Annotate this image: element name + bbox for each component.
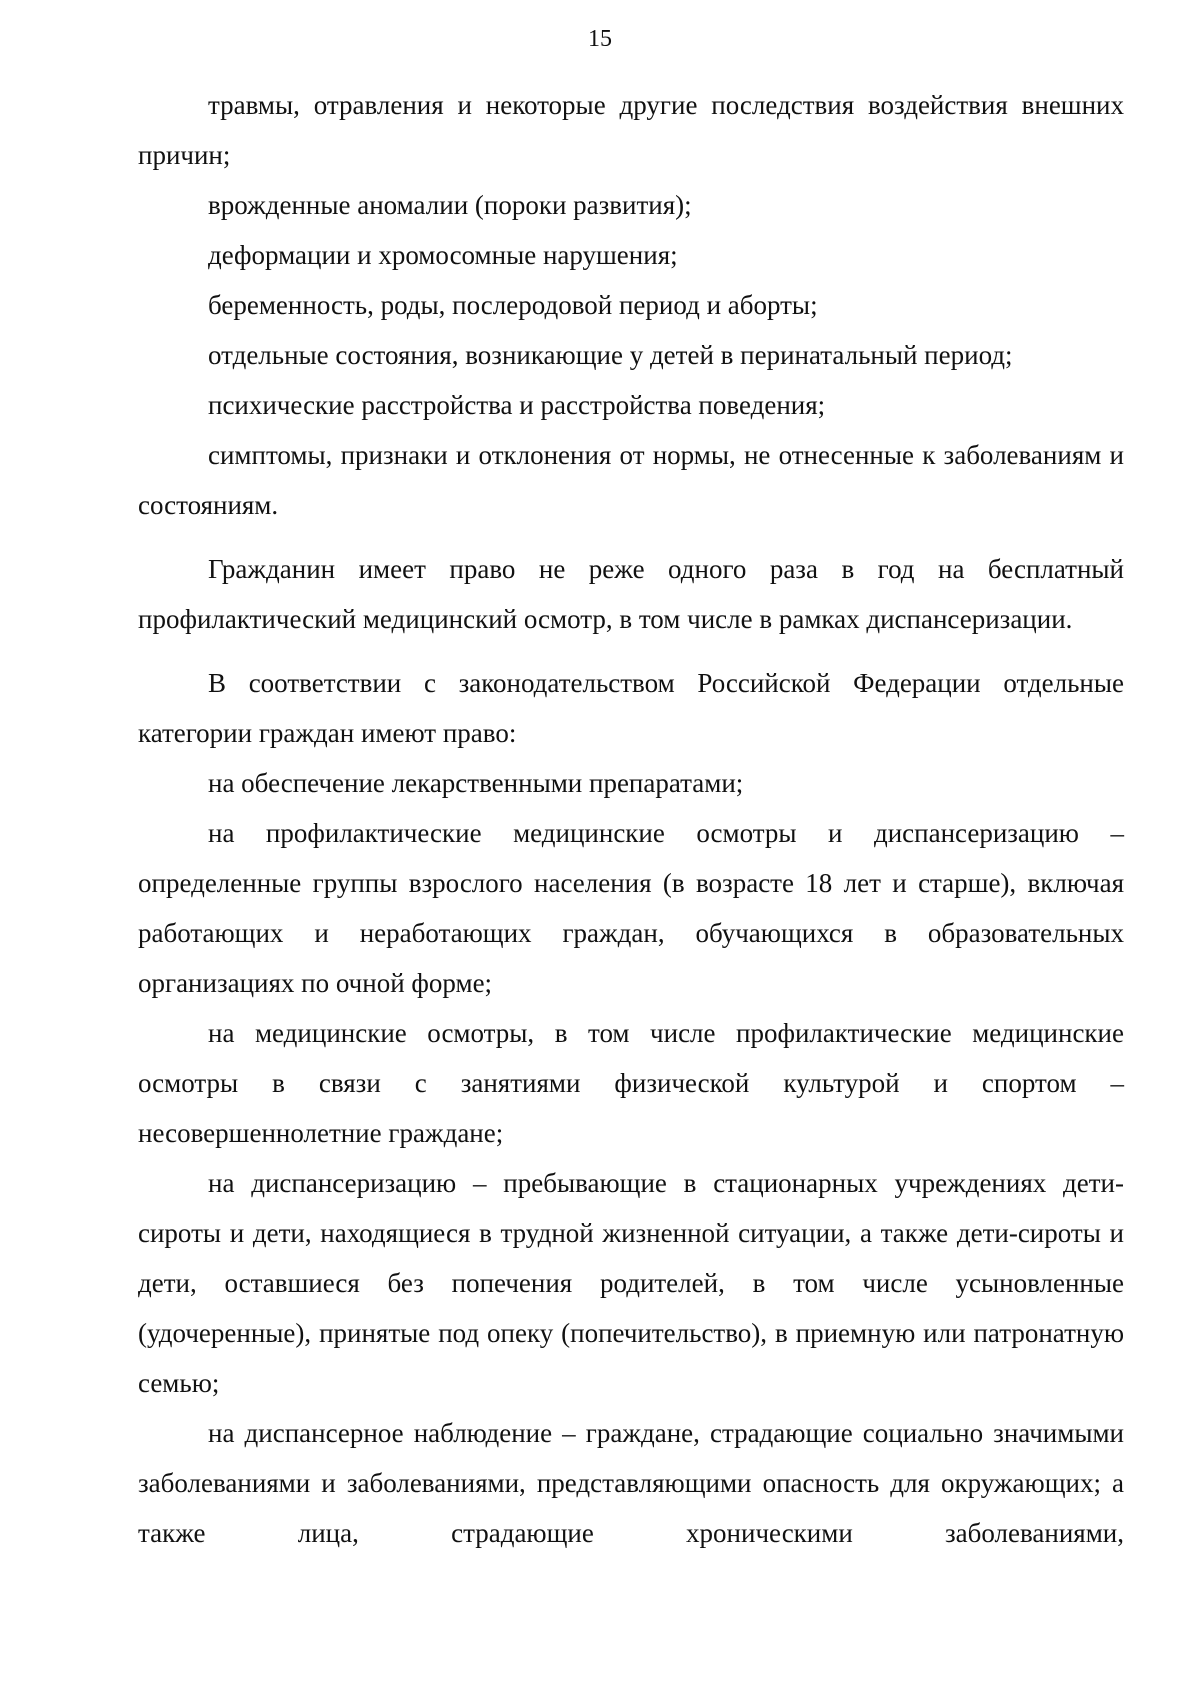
page-number: 15 xyxy=(588,26,612,52)
paragraph: психические расстройства и расстройства поведения; xyxy=(208,390,826,420)
paragraph: отдельные состояния, возникающие у детей в перинатальный период; xyxy=(208,340,1013,370)
document-body xyxy=(138,80,1124,1558)
paragraph: врожденные аномалии (пороки развития); xyxy=(208,190,692,220)
paragraph: беременность, роды, послеродовой период и аборты; xyxy=(208,290,818,320)
paragraph: травмы, отравления и некоторые другие последствия воздействия внешних причин; xyxy=(138,90,1124,170)
paragraph: симптомы, признаки и отклонения от нормы, не отнесенные к заболеваниям и состояниям. xyxy=(138,440,1124,520)
paragraph: на медицинские осмотры, в том числе профилактические медицинские осмотры в связи с занятиями физической культурой и спортом – несовершеннолетние граждане; xyxy=(138,1018,1124,1148)
paragraph: на профилактические медицинские осмотры и диспансеризацию – определенные группы взрослого населения (в возрасте 18 лет и старше), включая работающих и неработающих граждан, обучающихся в образовательных организациях по очной форме; xyxy=(138,818,1124,998)
paragraph: на диспансерное наблюдение – граждане, страдающие социально значимыми заболеваниями и заболеваниями, представляющими опасность для окружающих; а также лица, страдающие хроническими заболеваниями, xyxy=(138,1418,1124,1548)
paragraph: В соответствии с законодательством Российской Федерации отдельные категории граждан имеют право: xyxy=(138,668,1124,748)
paragraph: на диспансеризацию – пребывающие в стационарных учреждениях дети-сироты и дети, находящиеся в трудной жизненной ситуации, а также дети-сироты и дети, оставшиеся без попечения родителей, в том числе усыновленные (удочеренные), принятые под опеку (попечительство), в приемную или патронатную семью; xyxy=(138,1168,1124,1398)
paragraph: на обеспечение лекарственными препаратами; xyxy=(208,768,744,798)
paragraph: Гражданин имеет право не реже одного раза в год на бесплатный профилактический медицинский осмотр, в том числе в рамках диспансеризации. xyxy=(138,554,1124,634)
paragraph: деформации и хромосомные нарушения; xyxy=(208,240,678,270)
